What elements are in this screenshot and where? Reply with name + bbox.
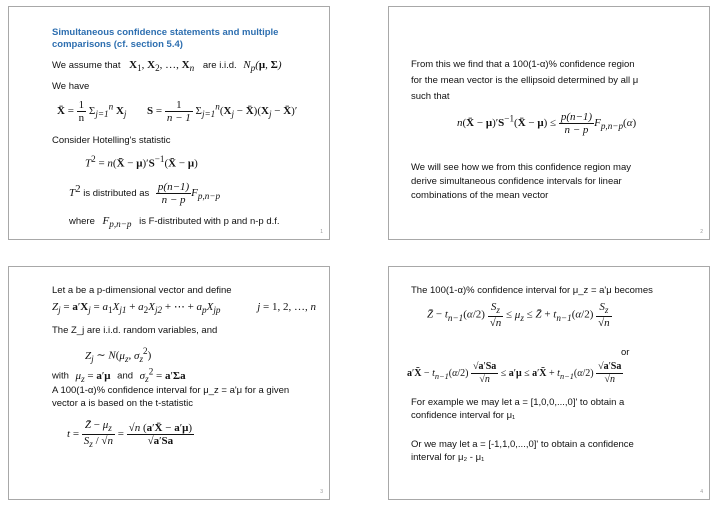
slide-2-line2: for the mean vector is the ellipsoid determined by all μ (411, 75, 639, 86)
slide-3-z-definition: $Z_j = a'X_j = a_1X_{j1} + a_2X_{j2}$ + ⋯ + $a_pX_{jp}$ j = 1, 2, …, n (52, 301, 316, 316)
slide-2-line5: derive simultaneous confidence intervals for linear (411, 176, 622, 187)
slide-4-ci-formula-z: Z̄ − $t_{n-1}(\alpha/2)$ $\frac{S_z}{√n}$ ≤ $\mu_z$ ≤ Z̄ + $t_{n-1}(\alpha/2)$ $\frac{S_z}{√n}$ (427, 301, 610, 330)
slide-1-cov-formula: S = $\frac{1}{n - 1}$ $\Sigma_{j=1}^n(X_j$ − $X̄)(X_j$ − X̄)′ (147, 99, 298, 124)
slide-3-t-statistic: t = $\frac{Z̄ - \mu_z}{S_z / √n}$ = $\frac{√n (a'X̄ - a'\mu)}{√a'Sa}$ (67, 419, 193, 450)
slide-3-iid-line: The Z_j are i.i.d. random variables, and (52, 325, 218, 336)
slide-3-let-line: Let a be a p-dimensional vector and define (52, 285, 232, 296)
slide-1-assume-text: We assume that $X_1$, $X_2$, …, $X_n$ are i.i.d. $N_p(\mu$, Σ) (52, 59, 282, 74)
slide-3-z-distribution: $Z_j$ ∼ $N(\mu_z$, $\sigma_z^2$) (85, 346, 152, 364)
slide-3 (8, 266, 330, 500)
slide-4-line1: The 100(1-α)% confidence interval for μ_z = a'μ becomes (411, 285, 653, 296)
slide-4-page-number: 4 (700, 489, 703, 495)
slide-2 (388, 6, 710, 240)
slide-3-page-number: 3 (320, 489, 323, 495)
slide-1-title-line1: Simultaneous confidence statements and multiple (52, 27, 279, 38)
slide-4 (388, 266, 710, 500)
slide-2-region-formula: n(X̄ − $\mu)'S^{-1}(X̄ - \mu)$ ≤ $\frac{p(n-1)}{n - p}$ $F_{p,n-p}(\alpha)$ (457, 111, 637, 136)
slide-1 (8, 6, 330, 240)
slide-1-hotelling-formula: $T^2$ = n(X̄ − $\mu)'S^{-1}(X̄ - \mu)$ (85, 154, 198, 170)
slide-3-ci-line1: A 100(1-α)% confidence interval for μ_z = a'μ for a given (52, 385, 290, 396)
slide-3-ci-line2: vector a is based on the t-statistic (52, 398, 193, 409)
slide-1-we-have: We have (52, 81, 90, 92)
slide-2-line4: We will see how we from this confidence region may (411, 162, 632, 173)
slide-1-distribution: $T^2$ is distributed as $\frac{p(n-1)}{n - p}$ $F_{p,n-p}$ (69, 181, 221, 206)
slide-2-line3: such that (411, 91, 450, 102)
slide-1-where: where $F_{p,n-p}$ is F-distributed with p and n-p d.f. (69, 215, 280, 230)
slide-4-ci-formula-a: a′X̄ − $t_{n-1}(\alpha/2)$ $\frac{√a'Sa}{√n}$ ≤ a′μ ≤ a′X̄ + $t_{n-1}(\alpha/2)$ $\frac{√a'Sa}{√n}$ (407, 361, 622, 385)
slide-1-consider: Consider Hotelling's statistic (52, 135, 171, 146)
slide-1-title-line2: comparisons (cf. section 5.4) (52, 39, 183, 50)
slide-2-line1: From this we find that a 100(1-α)% confidence region (411, 59, 635, 70)
slide-3-with-line: with $\mu_z = a'\mu$ and $\sigma_z^2 = a'\Sigma a$ (52, 366, 186, 384)
slide-4-or-word: or (621, 347, 630, 358)
slide-4-example-line2: confidence interval for μ₁ (411, 410, 516, 421)
slide-2-page-number: 2 (700, 229, 703, 235)
slide-4-or-line2: interval for μ₂ - μ₁ (411, 452, 485, 463)
slide-2-line6: combinations of the mean vector (411, 190, 549, 201)
slide-4-or-line1: Or we may let a = [-1,1,0,...,0]' to obtain a confidence (411, 439, 634, 450)
slide-4-example-line1: For example we may let a = [1,0,0,...,0]' to obtain a (411, 397, 625, 408)
slide-1-page-number: 1 (320, 229, 323, 235)
slide-1-mean-formula: X̄ = $\frac{1}{n}$ $\Sigma_{j=1}^n$ $X_j$ (57, 99, 127, 124)
